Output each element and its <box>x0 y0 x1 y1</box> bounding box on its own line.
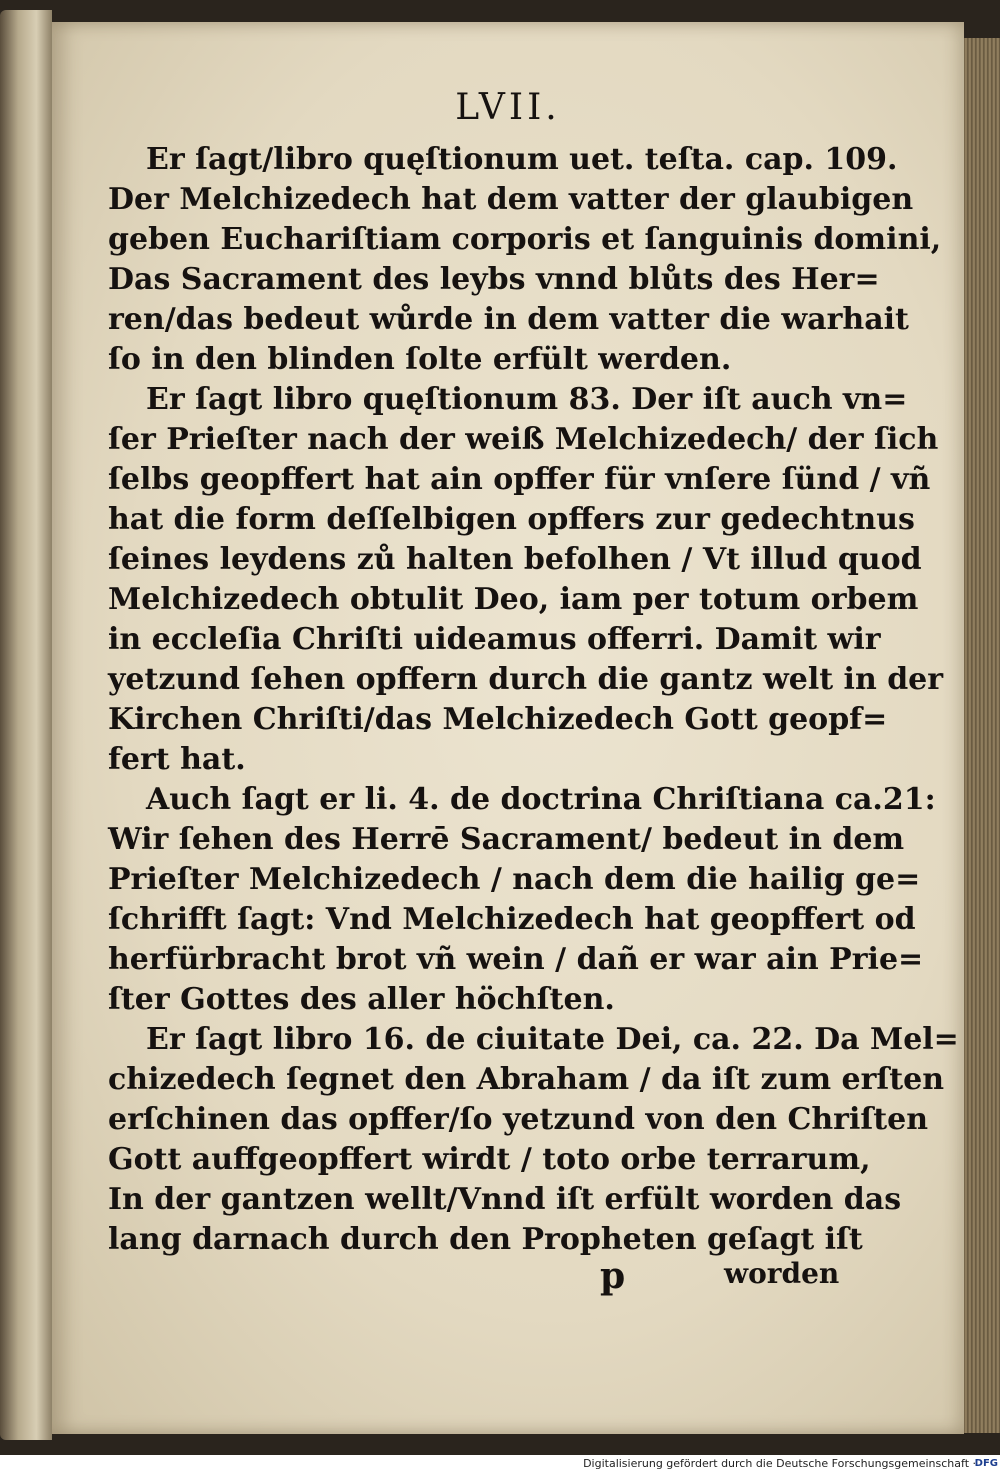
text-line: geben Euchariſtiam corporis et ſanguinis domini, <box>108 222 942 257</box>
text-line: Kirchen Chriſti/das Melchizedech Gott geopf= <box>108 702 888 737</box>
text-line: in eccleſia Chriſti uideamus offerri. Damit wir <box>108 622 881 657</box>
text-line: yetzund ſehen opffern durch die gantz welt in der <box>108 662 944 697</box>
text-line: ſer Prieſter nach der weiß Melchizedech/ der ſich <box>108 422 939 457</box>
text-line: ſo in den blinden ſolte erfült werden. <box>108 342 732 377</box>
text-line: ren/das bedeut wůrde in dem vatter die warhait <box>108 302 909 337</box>
text-line: Melchizedech obtulit Deo, iam per totum orbem <box>108 582 919 617</box>
text-line: Gott auffgeopffert wirdt / toto orbe terrarum, <box>108 1142 871 1177</box>
text-line: hat die form deſſelbigen opffers zur gedechtnus <box>108 502 915 537</box>
facing-page-edge <box>0 10 52 1440</box>
text-line: Wir ſehen des Herrē Sacrament/ bedeut in dem <box>108 822 905 857</box>
body-text <box>108 140 959 1260</box>
text-line: Er ſagt/libro quęſtionum uet. teſta. cap. 109. <box>146 142 898 177</box>
text-line: Auch ſagt er li. 4. de doctrina Chriſtiana ca.21: <box>146 782 936 817</box>
text-line: lang darnach durch den Propheten geſagt iſt <box>108 1222 863 1257</box>
text-line: Prieſter Melchizedech / nach dem die hailig ge= <box>108 862 921 897</box>
text-line: Der Melchizedech hat dem vatter der glaubigen <box>108 182 914 217</box>
text-line: fert hat. <box>108 742 246 777</box>
folio-number: LVII. <box>455 87 561 128</box>
text-line: erſchinen das opffer/ſo yetzund von den Chriſten <box>108 1102 929 1137</box>
text-line: ſelbs geopffert hat ain opffer für vnſere ſünd / vñ <box>108 462 931 497</box>
text-line: ſter Gottes des aller höchſten. <box>108 982 615 1017</box>
catchword: worden <box>724 1257 840 1290</box>
text-line: Das Sacrament des leybs vnnd blůts des Her= <box>108 262 880 297</box>
dfg-logo: DFG <box>974 1458 998 1469</box>
text-line: ſeines leydens zů halten befolhen / Vt illud quod <box>108 542 922 577</box>
text-line: In der gantzen wellt/Vnnd iſt erfült worden das <box>108 1182 902 1217</box>
text-line: Er ſagt libro 16. de ciuitate Dei, ca. 22. Da Mel= <box>146 1022 959 1057</box>
text-line: herfürbracht brot vñ wein / dañ er war ain Prie= <box>108 942 924 977</box>
text-line: chizedech ſegnet den Abraham / da iſt zum erſten <box>108 1062 945 1097</box>
book-block-edge <box>964 38 1000 1433</box>
text-line: Er ſagt libro quęſtionum 83. Der iſt auch vn= <box>146 382 908 417</box>
book-page <box>52 22 964 1434</box>
digitization-footer <box>0 1455 1000 1475</box>
signature-mark: p <box>600 1255 626 1297</box>
footer-credit: Digitalisierung gefördert durch die Deutsche Forschungsgemeinschaft · <box>583 1457 976 1470</box>
text-line: ſchrifft ſagt: Vnd Melchizedech hat geopffert od <box>108 902 916 937</box>
